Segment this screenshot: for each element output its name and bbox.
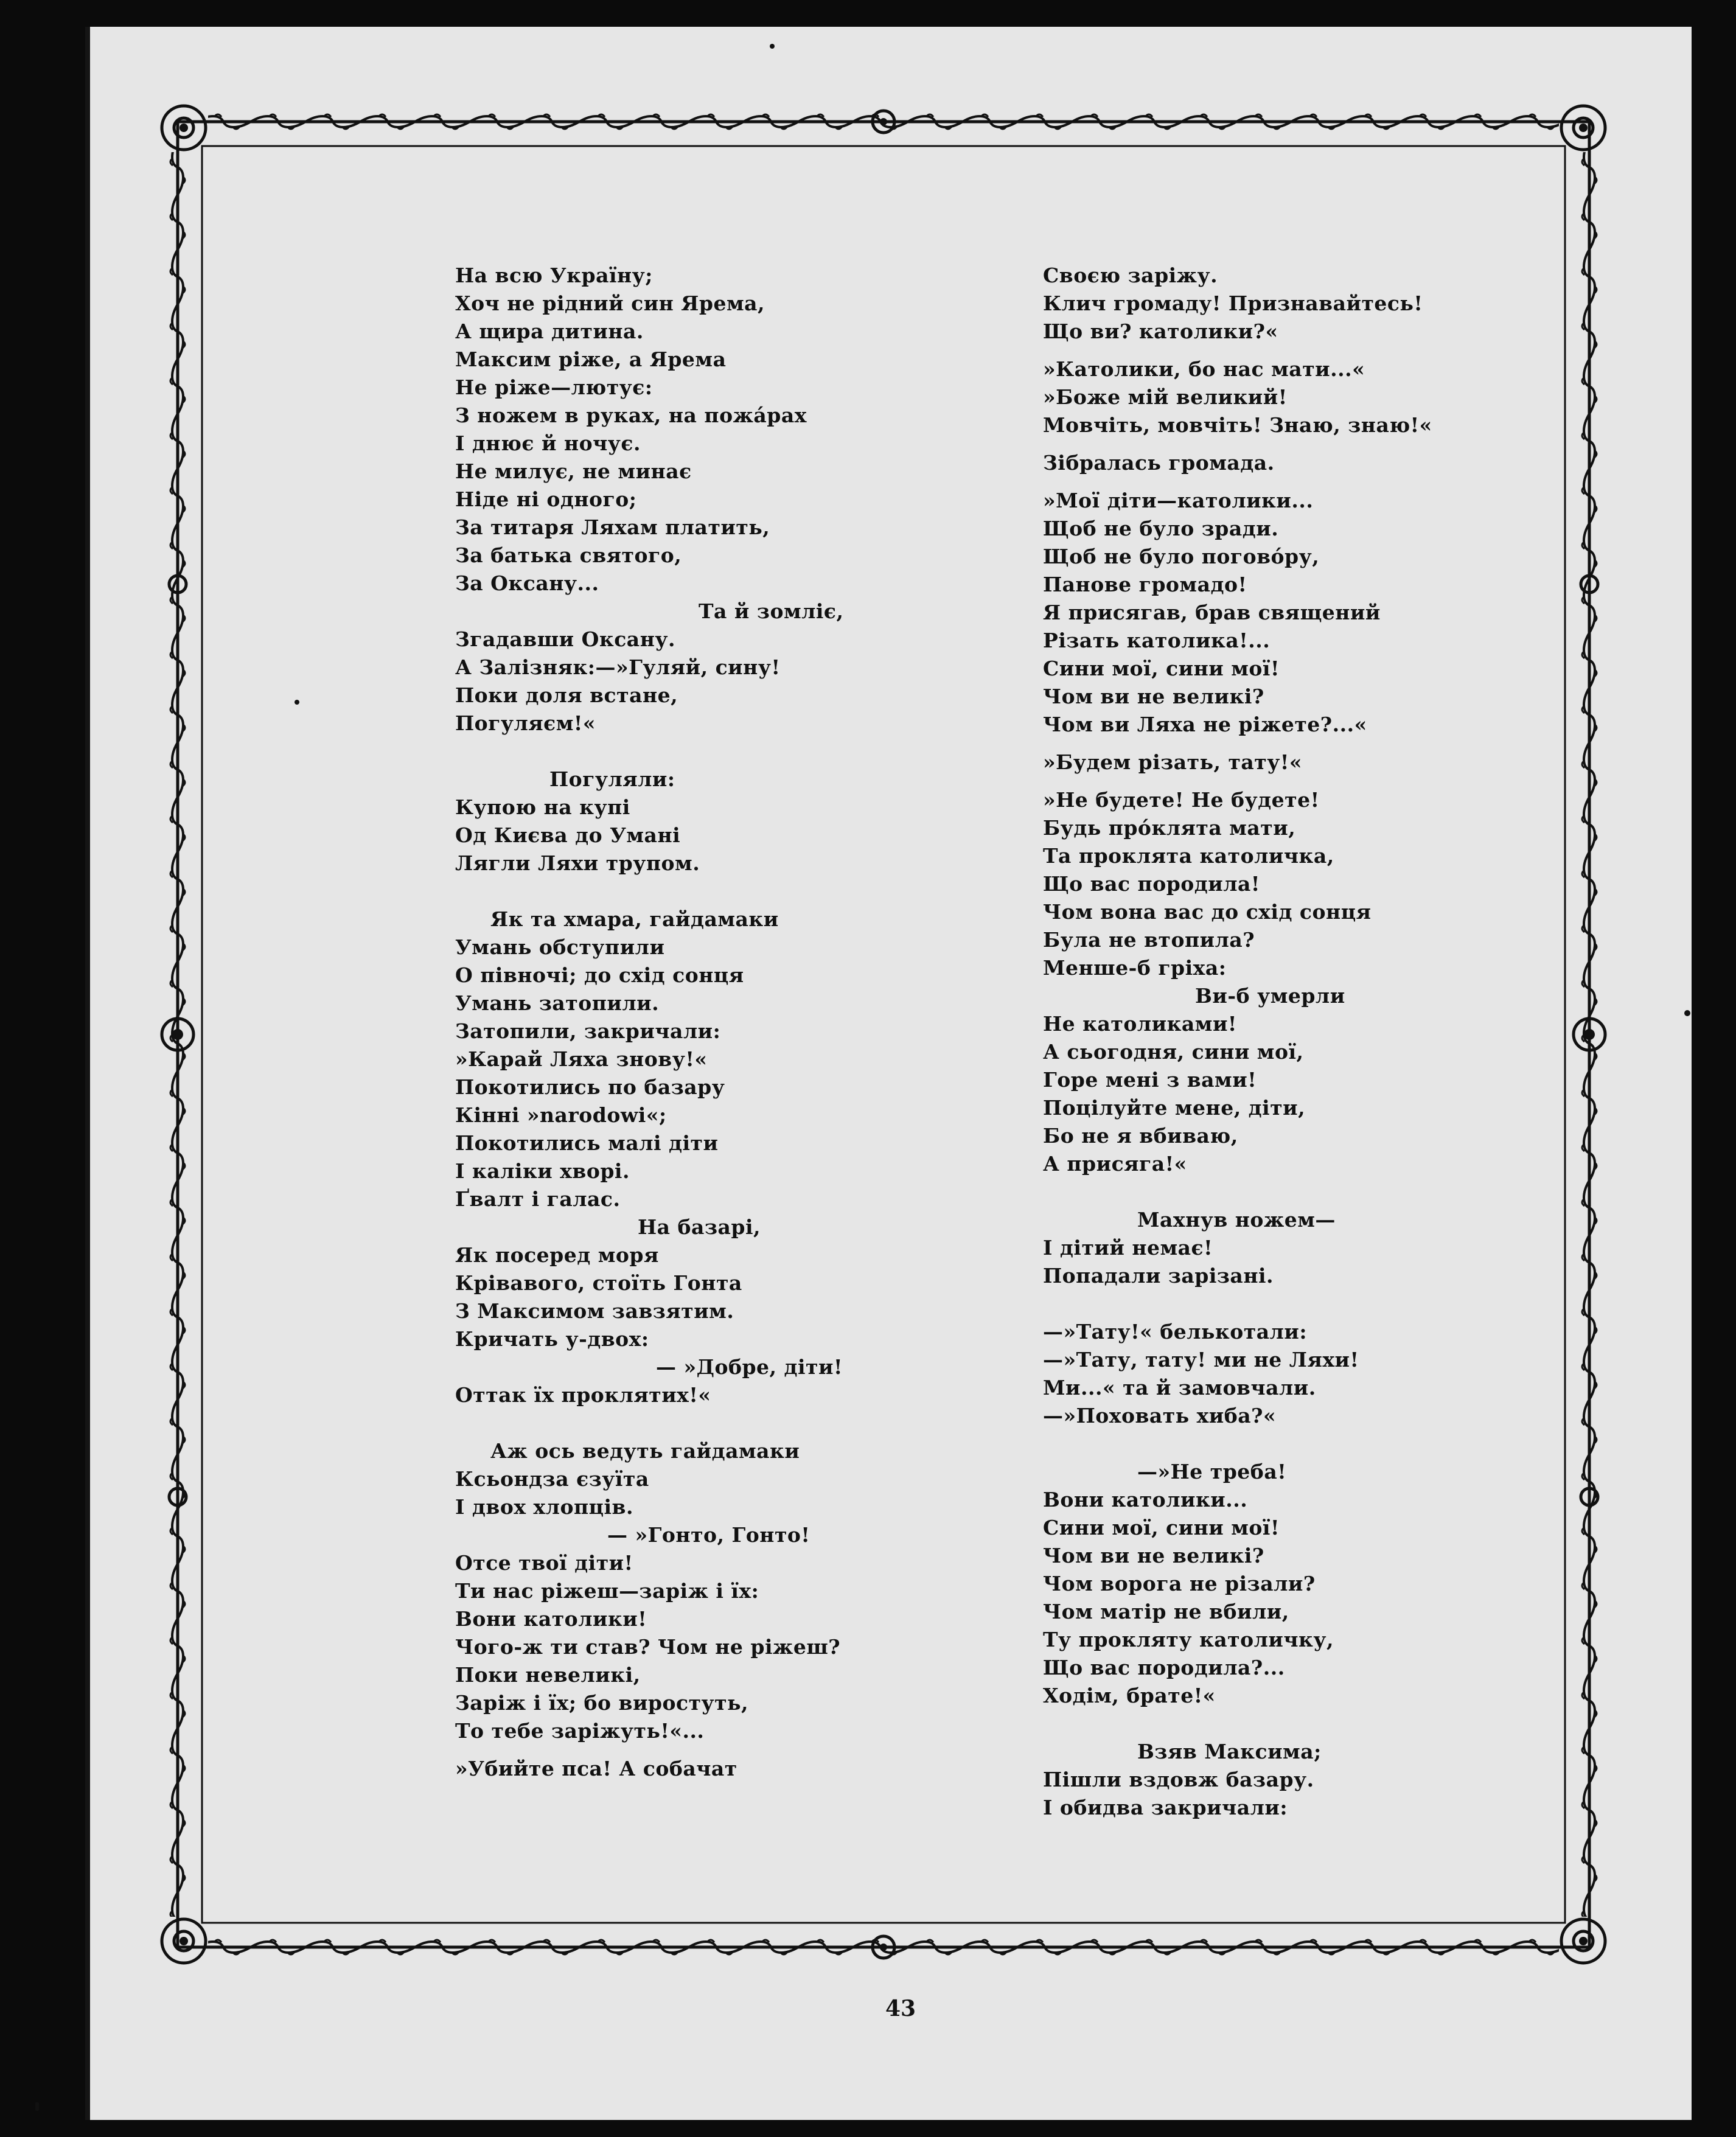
poem-line: Чом ви Ляха не ріжете?...«	[1043, 713, 1367, 736]
poem-line: І обидва закричали:	[1043, 1796, 1288, 1819]
stanza-break	[1043, 346, 1457, 355]
poem-line: І каліки хворі.	[455, 1159, 630, 1183]
poem-line: »Убийте пса! А собачат	[455, 1757, 737, 1780]
page-edge-line	[85, 27, 90, 2120]
poem-line: Вони католики!	[455, 1607, 647, 1631]
poem-line: Мовчіть, мовчіть! Знаю, знаю!«	[1043, 413, 1432, 437]
stanza-break	[1043, 739, 1457, 748]
speck-mark	[770, 44, 775, 49]
poem-line: Що вас породила!	[1043, 872, 1260, 896]
poem-line: А щира дитина.	[455, 319, 644, 343]
poem-column-left	[455, 262, 881, 1783]
speck-mark	[295, 700, 299, 705]
poem-line: Покотились по базару	[455, 1075, 725, 1099]
poem-line: Погуляєм!«	[455, 711, 596, 735]
poem-line: За Оксану...	[455, 571, 599, 595]
poem-line: Лягли Ляхи трупом.	[455, 851, 700, 875]
poem-line: Сини мої, сини мої!	[1043, 657, 1280, 680]
poem-line: Ґвалт і галас.	[455, 1187, 621, 1211]
poem-line: Ми...« та й замовчали.	[1043, 1376, 1316, 1400]
poem-line: Ніде ні одного;	[455, 487, 637, 511]
poem-line: Щоб не було зради.	[1043, 517, 1279, 540]
poem-line: О півночі; до схід сонця	[455, 963, 744, 987]
poem-line: А присяга!«	[1043, 1152, 1187, 1176]
poem-line: Ксьондза єзуїта	[455, 1467, 649, 1491]
stanza-break	[1043, 1290, 1457, 1318]
poem-line: Попадали зарізані.	[1043, 1264, 1274, 1288]
poem-line: Своєю заріжу.	[1043, 263, 1218, 287]
poem-line: Що вас породила?...	[1043, 1656, 1285, 1679]
poem-line: Аж ось ведуть гайдамаки	[490, 1439, 800, 1463]
poem-line: А сьогодня, сини мої,	[1043, 1040, 1304, 1064]
poem-line: Щоб не було поговóру,	[1043, 545, 1320, 568]
poem-line: Менше-б гріха:	[1043, 956, 1227, 980]
poem-line: За титаря Ляхам платить,	[455, 515, 770, 539]
poem-line: Ти нас ріжеш—заріж і їх:	[455, 1579, 759, 1603]
poem-line: Як та хмара, гайдамаки	[490, 907, 779, 931]
poem-line: Затопили, закричали:	[455, 1019, 721, 1043]
poem-line: І днює й ночує.	[455, 431, 641, 455]
poem-line: Кінні »narodowi«;	[455, 1103, 667, 1127]
page-number: 43	[885, 1996, 916, 2021]
poem-line: Я присягав, брав священий	[1043, 601, 1381, 624]
poem-line: Вони католики...	[1043, 1488, 1248, 1511]
poem-line: — »Гонто, Гонто!	[607, 1523, 810, 1547]
poem-line: —»Поховать хиба?«	[1043, 1404, 1277, 1428]
stanza-break	[1043, 1710, 1457, 1738]
poem-line: І дітий немає!	[1043, 1236, 1213, 1260]
poem-line: Оттак їх проклятих!«	[455, 1383, 711, 1407]
poem-line: Чом вона вас до схід сонця	[1043, 900, 1372, 924]
poem-line: І двох хлопців.	[455, 1495, 633, 1519]
poem-line: Махнув ножем—	[1137, 1208, 1336, 1232]
poem-line: Умань обступили	[455, 935, 665, 959]
poem-line: Не католиками!	[1043, 1012, 1237, 1036]
poem-line: Та проклята католичка,	[1043, 844, 1334, 868]
poem-line: Умань затопили.	[455, 991, 660, 1015]
poem-line: Погуляли:	[549, 767, 675, 791]
poem-line: —»Тату, тату! ми не Ляхи!	[1043, 1348, 1359, 1372]
poem-line: Була не втопила?	[1043, 928, 1255, 952]
poem-line: То тебе заріжуть!«...	[455, 1719, 705, 1743]
poem-line: Що ви? католики?«	[1043, 319, 1278, 343]
poem-line: Бо не я вбиваю,	[1043, 1124, 1238, 1148]
poem-line: Отсе твої діти!	[455, 1551, 633, 1575]
poem-line: Пішли вздовж базару.	[1043, 1768, 1314, 1791]
poem-line: Од Києва до Умані	[455, 823, 681, 847]
poem-line: Будь прóклята мати,	[1043, 816, 1296, 840]
poem-line: Зібралась громада.	[1043, 451, 1275, 475]
poem-line: Чого-ж ти став? Чом не ріжеш?	[455, 1635, 841, 1659]
stanza-break	[1043, 477, 1457, 487]
stanza-break	[1043, 776, 1457, 786]
poem-line: Різать католика!...	[1043, 629, 1271, 652]
poem-column-right	[1043, 262, 1457, 1822]
stanza-break	[455, 1745, 881, 1755]
poem-line: »Будем різать, тату!«	[1043, 750, 1302, 774]
poem-line: »Карай Ляха знову!«	[455, 1047, 708, 1071]
poem-line: Покотились малі діти	[455, 1131, 719, 1155]
poem-line: З ножем в руках, на пожáрах	[455, 403, 807, 427]
poem-line: Поцілуйте мене, діти,	[1043, 1096, 1306, 1120]
poem-line: Заріж і їх; бо виростуть,	[455, 1691, 749, 1715]
poem-line: —»Не треба!	[1137, 1460, 1287, 1483]
poem-line: Поки доля встане,	[455, 683, 678, 707]
stanza-break	[455, 877, 881, 905]
stanza-break	[1043, 1430, 1457, 1458]
stanza-break	[1043, 1178, 1457, 1206]
poem-line: Не ріже—лютує:	[455, 375, 653, 399]
poem-line: Чом матір не вбили,	[1043, 1600, 1289, 1623]
poem-line: Сини мої, сини мої!	[1043, 1516, 1280, 1539]
poem-line: »Мої діти—католики...	[1043, 489, 1314, 512]
poem-line: Не милує, не минає	[455, 459, 692, 483]
poem-line: Крівавого, стоїть Гонта	[455, 1271, 742, 1295]
poem-line: Взяв Максима;	[1137, 1740, 1322, 1763]
poem-line: Чом ви не великі?	[1043, 1544, 1264, 1567]
poem-line: Ту прокляту католичку,	[1043, 1628, 1334, 1651]
poem-line: Та й зомліє,	[699, 599, 844, 623]
poem-line: Хоч не рідний син Ярема,	[455, 291, 765, 315]
poem-line: А Залізняк:—»Гуляй, сину!	[455, 655, 781, 679]
poem-line: Клич громаду! Признавайтесь!	[1043, 291, 1423, 315]
poem-line: Горе мені з вами!	[1043, 1068, 1257, 1092]
poem-line: —»Тату!« белькотали:	[1043, 1320, 1308, 1344]
poem-line: »Католики, бо нас мати...«	[1043, 357, 1365, 381]
poem-line: Згадавши Оксану.	[455, 627, 675, 651]
stanza-break	[1043, 439, 1457, 449]
stanza-break	[455, 1409, 881, 1437]
poem-line: »Боже мій великий!	[1043, 385, 1288, 409]
poem-line: Поки невеликі,	[455, 1663, 641, 1687]
poem-line: Максим ріже, а Ярема	[455, 347, 727, 371]
poem-line: Ходім, брате!«	[1043, 1684, 1216, 1707]
poem-line: З Максимом завзятим.	[455, 1299, 734, 1323]
poem-line: Панове громадо!	[1043, 573, 1247, 596]
poem-line: Ви-б умерли	[1195, 984, 1345, 1008]
poem-line: На всю Україну;	[455, 263, 653, 287]
poem-line: На базарі,	[638, 1215, 761, 1239]
poem-line: Кричать у-двох:	[455, 1327, 649, 1351]
poem-line: Чом ви не великі?	[1043, 685, 1264, 708]
poem-line: — »Добре, діти!	[656, 1355, 843, 1379]
stanza-break	[455, 737, 881, 765]
speck-mark	[35, 2102, 39, 2111]
poem-line: »Не будете! Не будете!	[1043, 788, 1320, 812]
poem-line: За батька святого,	[455, 543, 682, 567]
poem-line: Чом ворога не різали?	[1043, 1572, 1316, 1595]
poem-line: Як посеред моря	[455, 1243, 659, 1267]
poem-line: Купою на купі	[455, 795, 630, 819]
speck-mark	[1684, 1010, 1690, 1016]
